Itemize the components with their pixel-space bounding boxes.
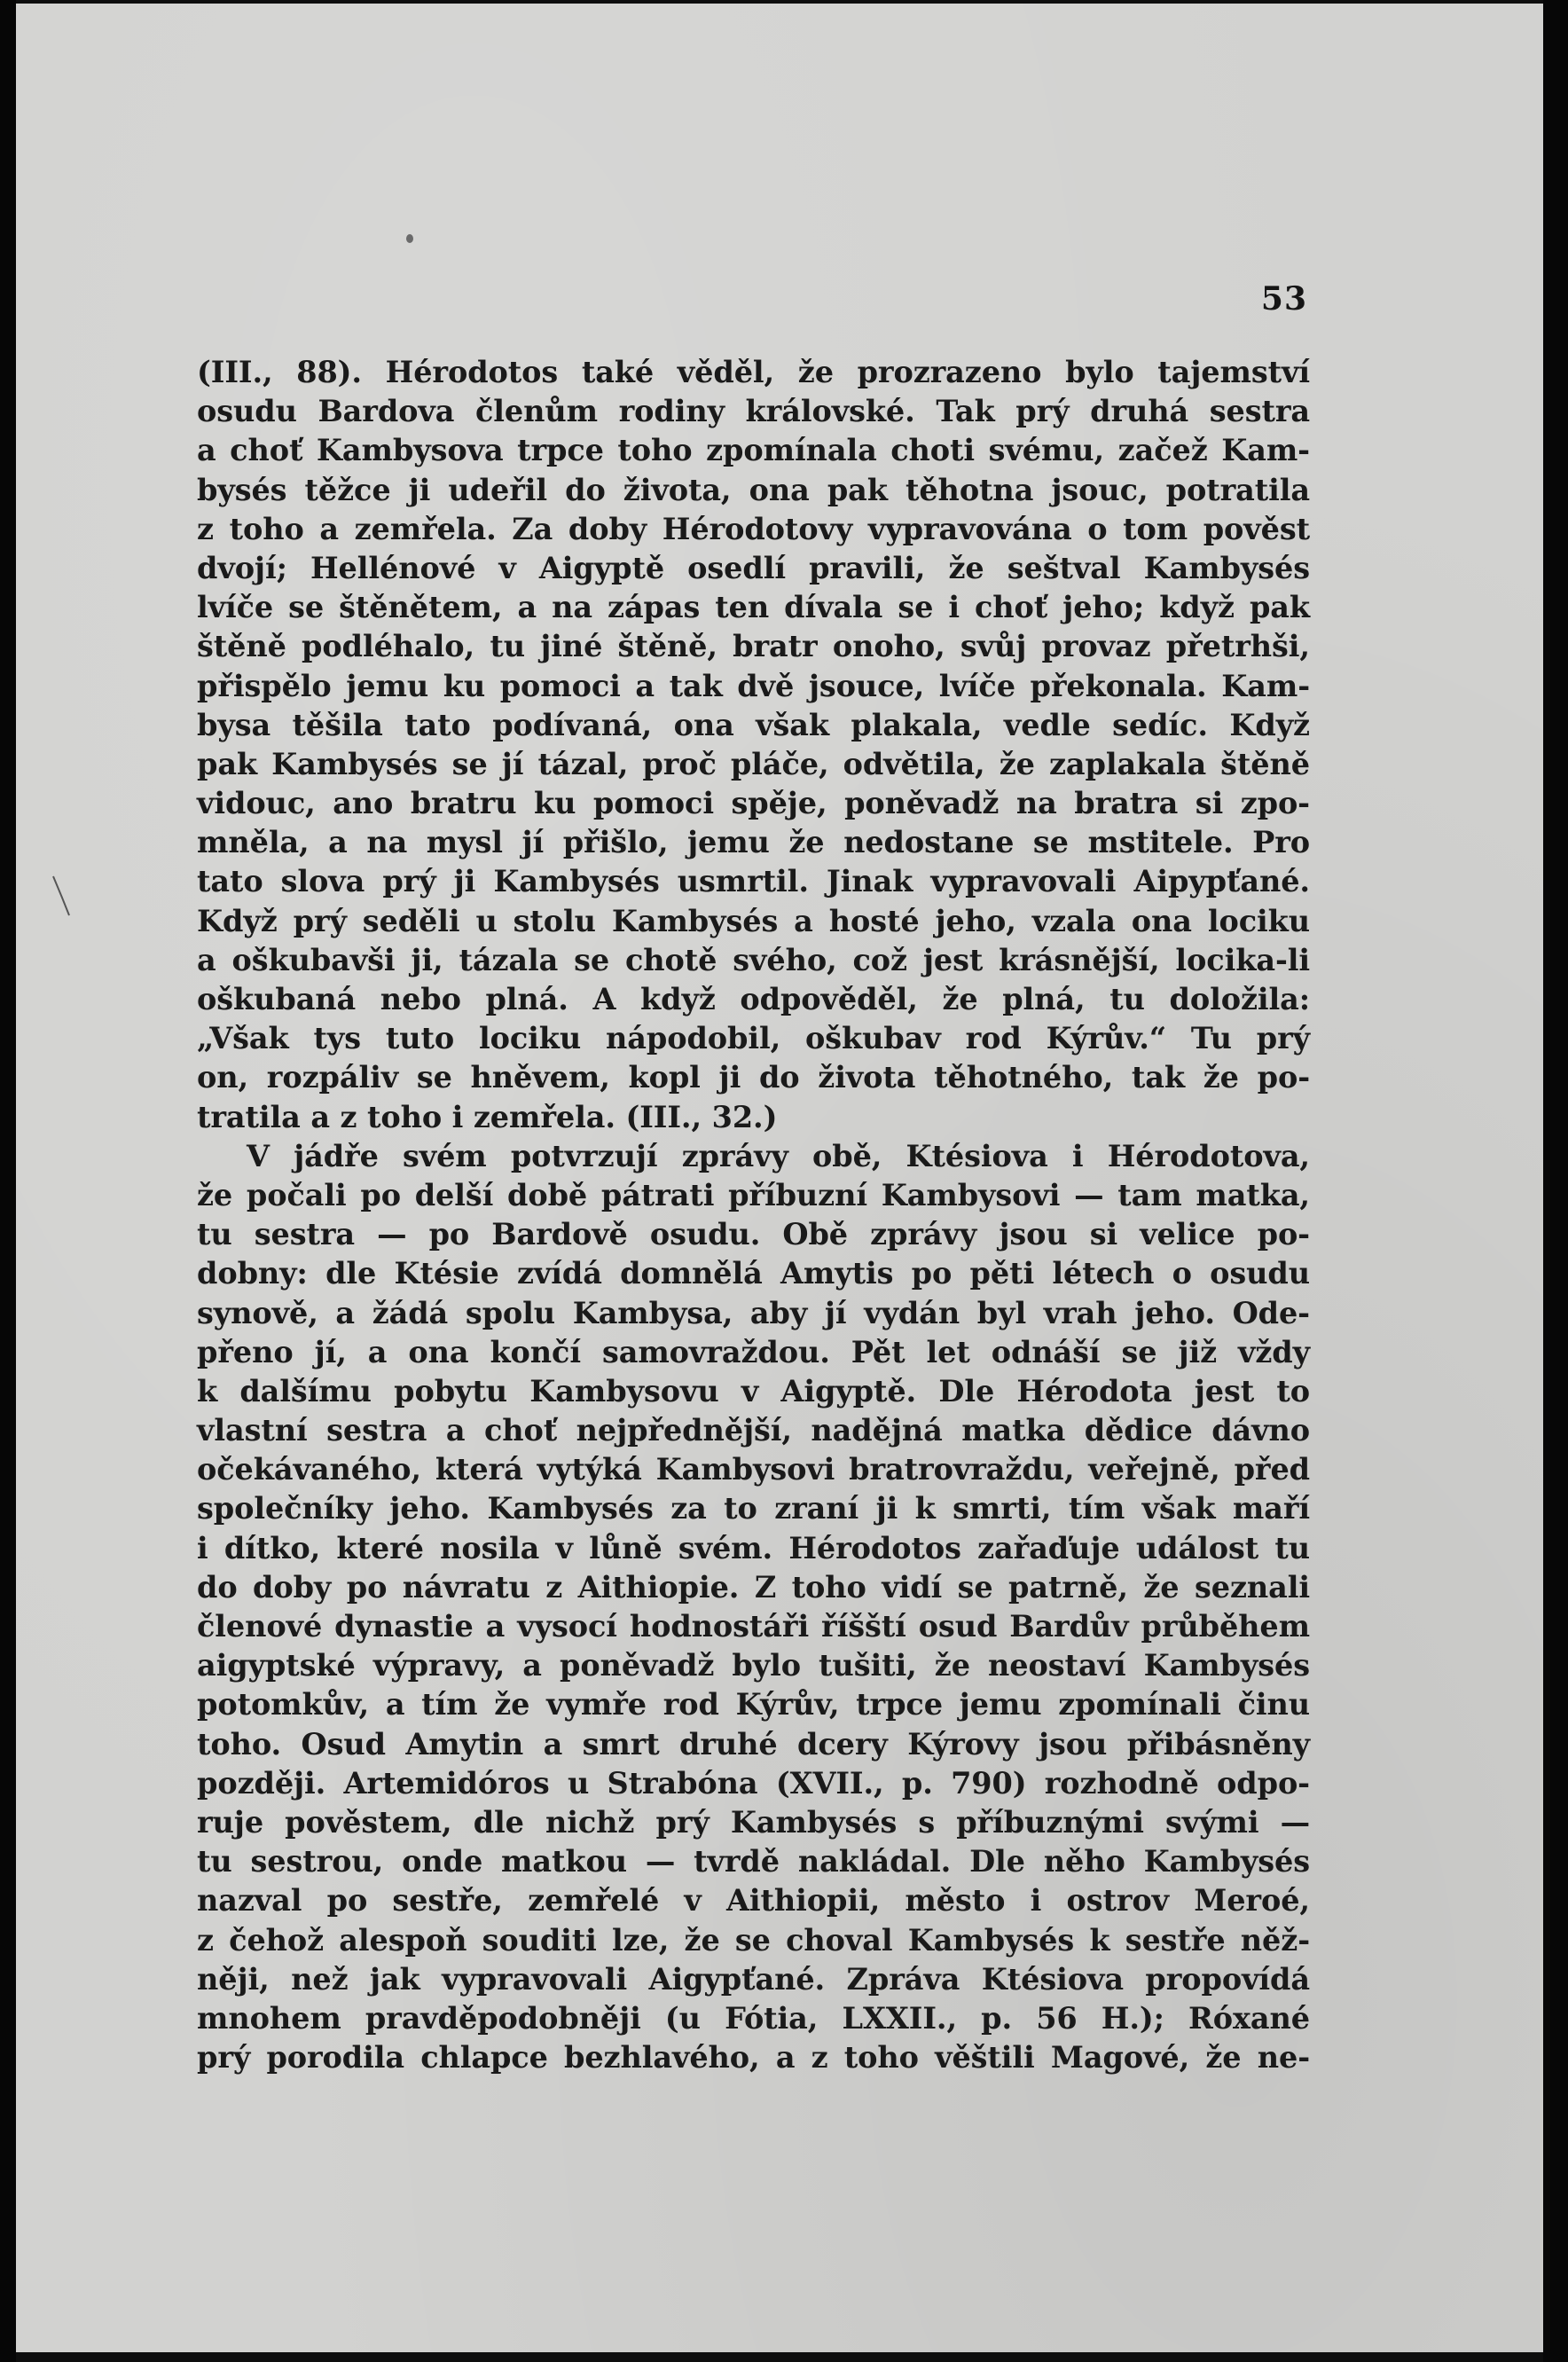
text-line: vidouc, ano bratru ku pomoci spěje, poněvadž na bratra si zpo- [197, 786, 1310, 821]
text-line: do doby po návratu z Aithiopie. Z toho vidí se patrně, že seznali [197, 1569, 1310, 1605]
text-line: a choť Kambysova trpce toho zpomínala choti svému, začež Kam- [197, 433, 1310, 468]
text-line: něji, než jak vypravovali Aigypťané. Zpráva Ktésiova propovídá [197, 1961, 1310, 1997]
text-line: nazval po sestře, zemřelé v Aithiopii, město i ostrov Meroé, [197, 1883, 1310, 1919]
text-line: bysés těžce ji udeřil do života, ona pak těhotna jsouc, potratila [197, 472, 1310, 507]
text-line: pak Kambysés se jí tázal, proč pláče, odvětila, že zaplakala štěně [197, 746, 1310, 781]
text-line: tato slova prý ji Kambysés usmrtil. Jinak vypravovali Aipypťané. [197, 864, 1310, 899]
text-line: V jádře svém potvrzují zprávy obě, Ktésiova i Hérodotova, [247, 1138, 1310, 1173]
text-line: mnohem pravděpodobněji (u Fótia, LXXII., p. 56 H.); Róxané [197, 2000, 1310, 2036]
body-text [197, 353, 1310, 2077]
text-line: z toho a zemřela. Za doby Hérodotovy vypravována o tom pověst [197, 511, 1310, 546]
text-line: z čehož alespoň souditi lze, že se choval Kambysés k sestře něž- [197, 1922, 1310, 1958]
text-line: a oškubavši ji, tázala se chotě svého, což jest krásnější, locika-li [197, 942, 1310, 977]
text-line: „Však tys tuto lociku nápodobil, oškubav rod Kýrův.“ Tu prý [197, 1021, 1310, 1056]
text-line: toho. Osud Amytin a smrt druhé dcery Kýrovy jsou přibásněny [197, 1726, 1310, 1762]
text-line: očekávaného, která vytýká Kambysovi bratrovraždu, veřejně, před [197, 1452, 1310, 1487]
text-line: bysa těšila tato podívaná, ona však plakala, vedle sedíc. Když [197, 707, 1310, 742]
text-line: aigyptské výpravy, a poněvadž bylo tušiti, že neostaví Kambysés [197, 1648, 1310, 1683]
ink-speck [406, 234, 413, 243]
text-line: tu sestrou, onde matkou — tvrdě nakládal. Dle něho Kambysés [197, 1844, 1310, 1879]
text-line: dobny: dle Ktésie zvídá domnělá Amytis po pěti létech o osudu [197, 1256, 1310, 1291]
text-line: on, rozpáliv se hněvem, kopl ji do života těhotného, tak že po- [197, 1060, 1310, 1095]
page-number: 53 [1260, 280, 1307, 318]
text-line: později. Artemidóros u Strabóna (XVII., p. 790) rozhodně odpo- [197, 1765, 1310, 1801]
text-line: mněla, a na mysl jí přišlo, jemu že nedostane se mstitele. Pro [197, 825, 1310, 860]
margin-mark [51, 875, 71, 919]
scan-edge-right [1543, 0, 1568, 2362]
text-line: Když prý seděli u stolu Kambysés a hosté jeho, vzala ona lociku [197, 903, 1310, 938]
text-line: tu sestra — po Bardově osudu. Obě zprávy jsou si velice po- [197, 1217, 1310, 1252]
text-line: členové dynastie a vysocí hodnostáři říšští osud Bardův průběhem [197, 1609, 1310, 1644]
text-line: synově, a žádá spolu Kambysa, aby jí vydán byl vrah jeho. Ode- [197, 1295, 1310, 1330]
text-line: prý porodila chlapce bezhlavého, a z toho věštili Magové, že ne- [197, 2040, 1310, 2076]
text-line: oškubaná nebo plná. A když odpověděl, že plná, tu doložila: [197, 982, 1310, 1016]
text-line: k dalšímu pobytu Kambysovu v Aigyptě. Dle Hérodota jest to [197, 1373, 1310, 1409]
text-line: tratila a z toho i zemřela. (III., 32.) [197, 1099, 778, 1134]
text-line: štěně podléhalo, tu jiné štěně, bratr onoho, svůj provaz přetrhši, [197, 629, 1310, 664]
text-line: potomkův, a tím že vymře rod Kýrův, trpce jemu zpomínali činu [197, 1687, 1310, 1722]
text-line: ruje pověstem, dle nichž prý Kambysés s příbuznými svými — [197, 1804, 1310, 1840]
text-line: vlastní sestra a choť nejpřednější, nadějná matka dědice dávno [197, 1413, 1310, 1448]
scan-edge-left [0, 0, 16, 2362]
text-line: lvíče se štěnětem, a na zápas ten dívala se i choť jeho; když pak [197, 590, 1310, 625]
text-line: přispělo jemu ku pomoci a tak dvě jsouce, lvíče překonala. Kam- [197, 668, 1310, 703]
text-line: (III., 88). Hérodotos také věděl, že prozrazeno bylo tajemství [197, 355, 1310, 389]
text-line: že počali po delší době pátrati příbuzní Kambysovi — tam matka, [197, 1177, 1310, 1212]
text-line: i dítko, které nosila v lůně svém. Hérodotos zařaďuje událost tu [197, 1530, 1310, 1566]
text-line: přeno jí, a ona končí samovraždou. Pět let odnáší se již vždy [197, 1334, 1310, 1369]
text-line: dvojí; Hellénové v Aigyptě osedlí pravili, že seštval Kambysés [197, 550, 1310, 585]
text-line: společníky jeho. Kambysés za to zraní ji k smrti, tím však maří [197, 1491, 1310, 1526]
text-line: osudu Bardova členům rodiny královské. Tak prý druhá sestra [197, 394, 1310, 429]
